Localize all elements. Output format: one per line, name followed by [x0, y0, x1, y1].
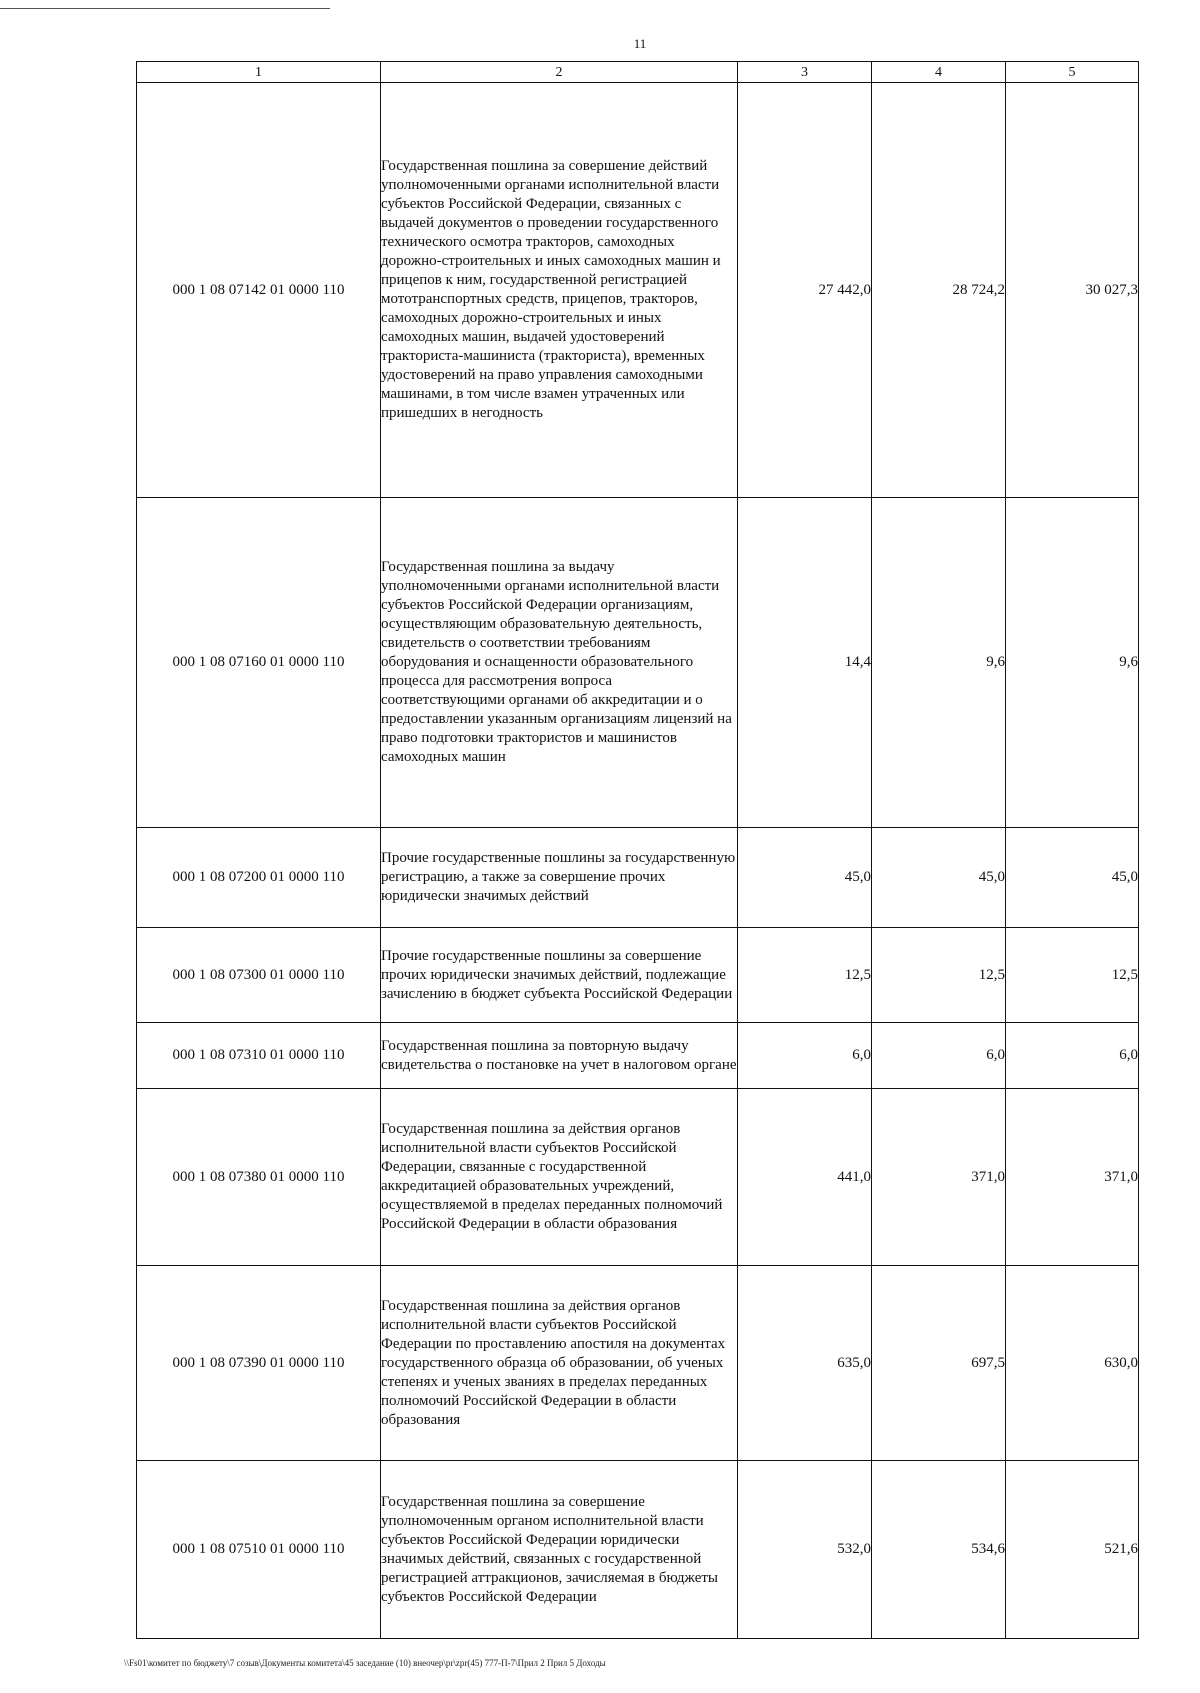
budget-code: 000 1 08 07510 01 0000 110 — [137, 1461, 381, 1639]
header-col-4: 4 — [872, 62, 1006, 83]
value-col-3: 441,0 — [738, 1089, 872, 1266]
budget-code: 000 1 08 07390 01 0000 110 — [137, 1266, 381, 1461]
value-col-4: 6,0 — [872, 1023, 1006, 1089]
value-col-4: 534,6 — [872, 1461, 1006, 1639]
header-row — [137, 62, 1139, 83]
value-col-4: 45,0 — [872, 828, 1006, 928]
revenue-table — [136, 61, 1139, 1639]
budget-code: 000 1 08 07380 01 0000 110 — [137, 1089, 381, 1266]
budget-code: 000 1 08 07200 01 0000 110 — [137, 828, 381, 928]
table-row — [137, 928, 1139, 1023]
value-col-5: 45,0 — [1006, 828, 1139, 928]
header-col-2: 2 — [381, 62, 738, 83]
value-col-3: 12,5 — [738, 928, 872, 1023]
value-col-4: 371,0 — [872, 1089, 1006, 1266]
income-description: Государственная пошлина за совершение действий уполномоченными органами исполнительной власти субъектов Российской Федерации, связанных с выдачей документов о проведении государственного технического осмотра тракторов, самоходных дорожно-строительных и иных самоходных машин и прицепов к ним, государственной регистрацией мототранспортных средств, прицепов, тракторов, самоходных дорожно-строительных и иных самоходных машин, выдачей удостоверений тракториста-машиниста (тракториста), временных удостоверений на право управления самоходными машинами, в том числе взамен утраченных или пришедших в негодность — [381, 83, 738, 498]
header-col-1: 1 — [137, 62, 381, 83]
value-col-5: 9,6 — [1006, 498, 1139, 828]
income-description: Государственная пошлина за выдачу уполномоченными органами исполнительной власти субъектов Российской Федерации организациям, осуществляющим образовательную деятельность, свидетельств о соответствии требованиям оборудования и оснащенности образовательного процесса для рассмотрения вопроса соответствующими органами об аккредитации и о предоставлении указанным организациям лицензий на право подготовки трактористов и машинистов самоходных машин — [381, 498, 738, 828]
table-row — [137, 1461, 1139, 1639]
value-col-5: 630,0 — [1006, 1266, 1139, 1461]
page-number: 11 — [633, 36, 647, 51]
table-row — [137, 828, 1139, 928]
value-col-3: 6,0 — [738, 1023, 872, 1089]
budget-code: 000 1 08 07142 01 0000 110 — [137, 83, 381, 498]
value-col-5: 6,0 — [1006, 1023, 1139, 1089]
value-col-5: 12,5 — [1006, 928, 1139, 1023]
budget-code: 000 1 08 07310 01 0000 110 — [137, 1023, 381, 1089]
table-row — [137, 498, 1139, 828]
table-row — [137, 83, 1139, 498]
value-col-3: 635,0 — [738, 1266, 872, 1461]
value-col-3: 45,0 — [738, 828, 872, 928]
value-col-3: 14,4 — [738, 498, 872, 828]
header-col-3: 3 — [738, 62, 872, 83]
income-description: Государственная пошлина за действия органов исполнительной власти субъектов Российской Федерации по проставлению апостиля на документах государственного образца об образовании, об ученых степенях и ученых званиях в пределах переданных полномочий Российской Федерации в области образования — [381, 1266, 738, 1461]
income-description: Государственная пошлина за действия органов исполнительной власти субъектов Российской Федерации, связанные с государственной аккредитацией образовательных учреждений, осуществляемой в пределах переданных полномочий Российской Федерации в области образования — [381, 1089, 738, 1266]
value-col-4: 12,5 — [872, 928, 1006, 1023]
value-col-3: 532,0 — [738, 1461, 872, 1639]
value-col-3: 27 442,0 — [738, 83, 872, 498]
budget-code: 000 1 08 07300 01 0000 110 — [137, 928, 381, 1023]
value-col-4: 9,6 — [872, 498, 1006, 828]
value-col-5: 371,0 — [1006, 1089, 1139, 1266]
file-path-footer: \\Fs01\комитет по бюджету\7 созыв\Документы комитета\45 заседание (10) внеочер\pr\zpr(45) 777-П-7\Прил 2 Прил 5 Доходы — [124, 1658, 606, 1668]
table-row — [137, 1089, 1139, 1266]
value-col-5: 30 027,3 — [1006, 83, 1139, 498]
table-row — [137, 1023, 1139, 1089]
income-description: Государственная пошлина за совершение уполномоченным органом исполнительной власти субъектов Российской Федерации юридически значимых действий, связанных с государственной регистрацией аттракционов, зачисляемая в бюджеты субъектов Российской Федерации — [381, 1461, 738, 1639]
header-col-5: 5 — [1006, 62, 1139, 83]
income-description: Государственная пошлина за повторную выдачу свидетельства о постановке на учет в налоговом органе — [381, 1023, 738, 1089]
value-col-5: 521,6 — [1006, 1461, 1139, 1639]
scan-edge-line — [0, 8, 330, 9]
income-description: Прочие государственные пошлины за совершение прочих юридически значимых действий, подлежащие зачислению в бюджет субъекта Российской Федерации — [381, 928, 738, 1023]
table-row — [137, 1266, 1139, 1461]
value-col-4: 28 724,2 — [872, 83, 1006, 498]
income-description: Прочие государственные пошлины за государственную регистрацию, а также за совершение прочих юридически значимых действий — [381, 828, 738, 928]
value-col-4: 697,5 — [872, 1266, 1006, 1461]
budget-code: 000 1 08 07160 01 0000 110 — [137, 498, 381, 828]
